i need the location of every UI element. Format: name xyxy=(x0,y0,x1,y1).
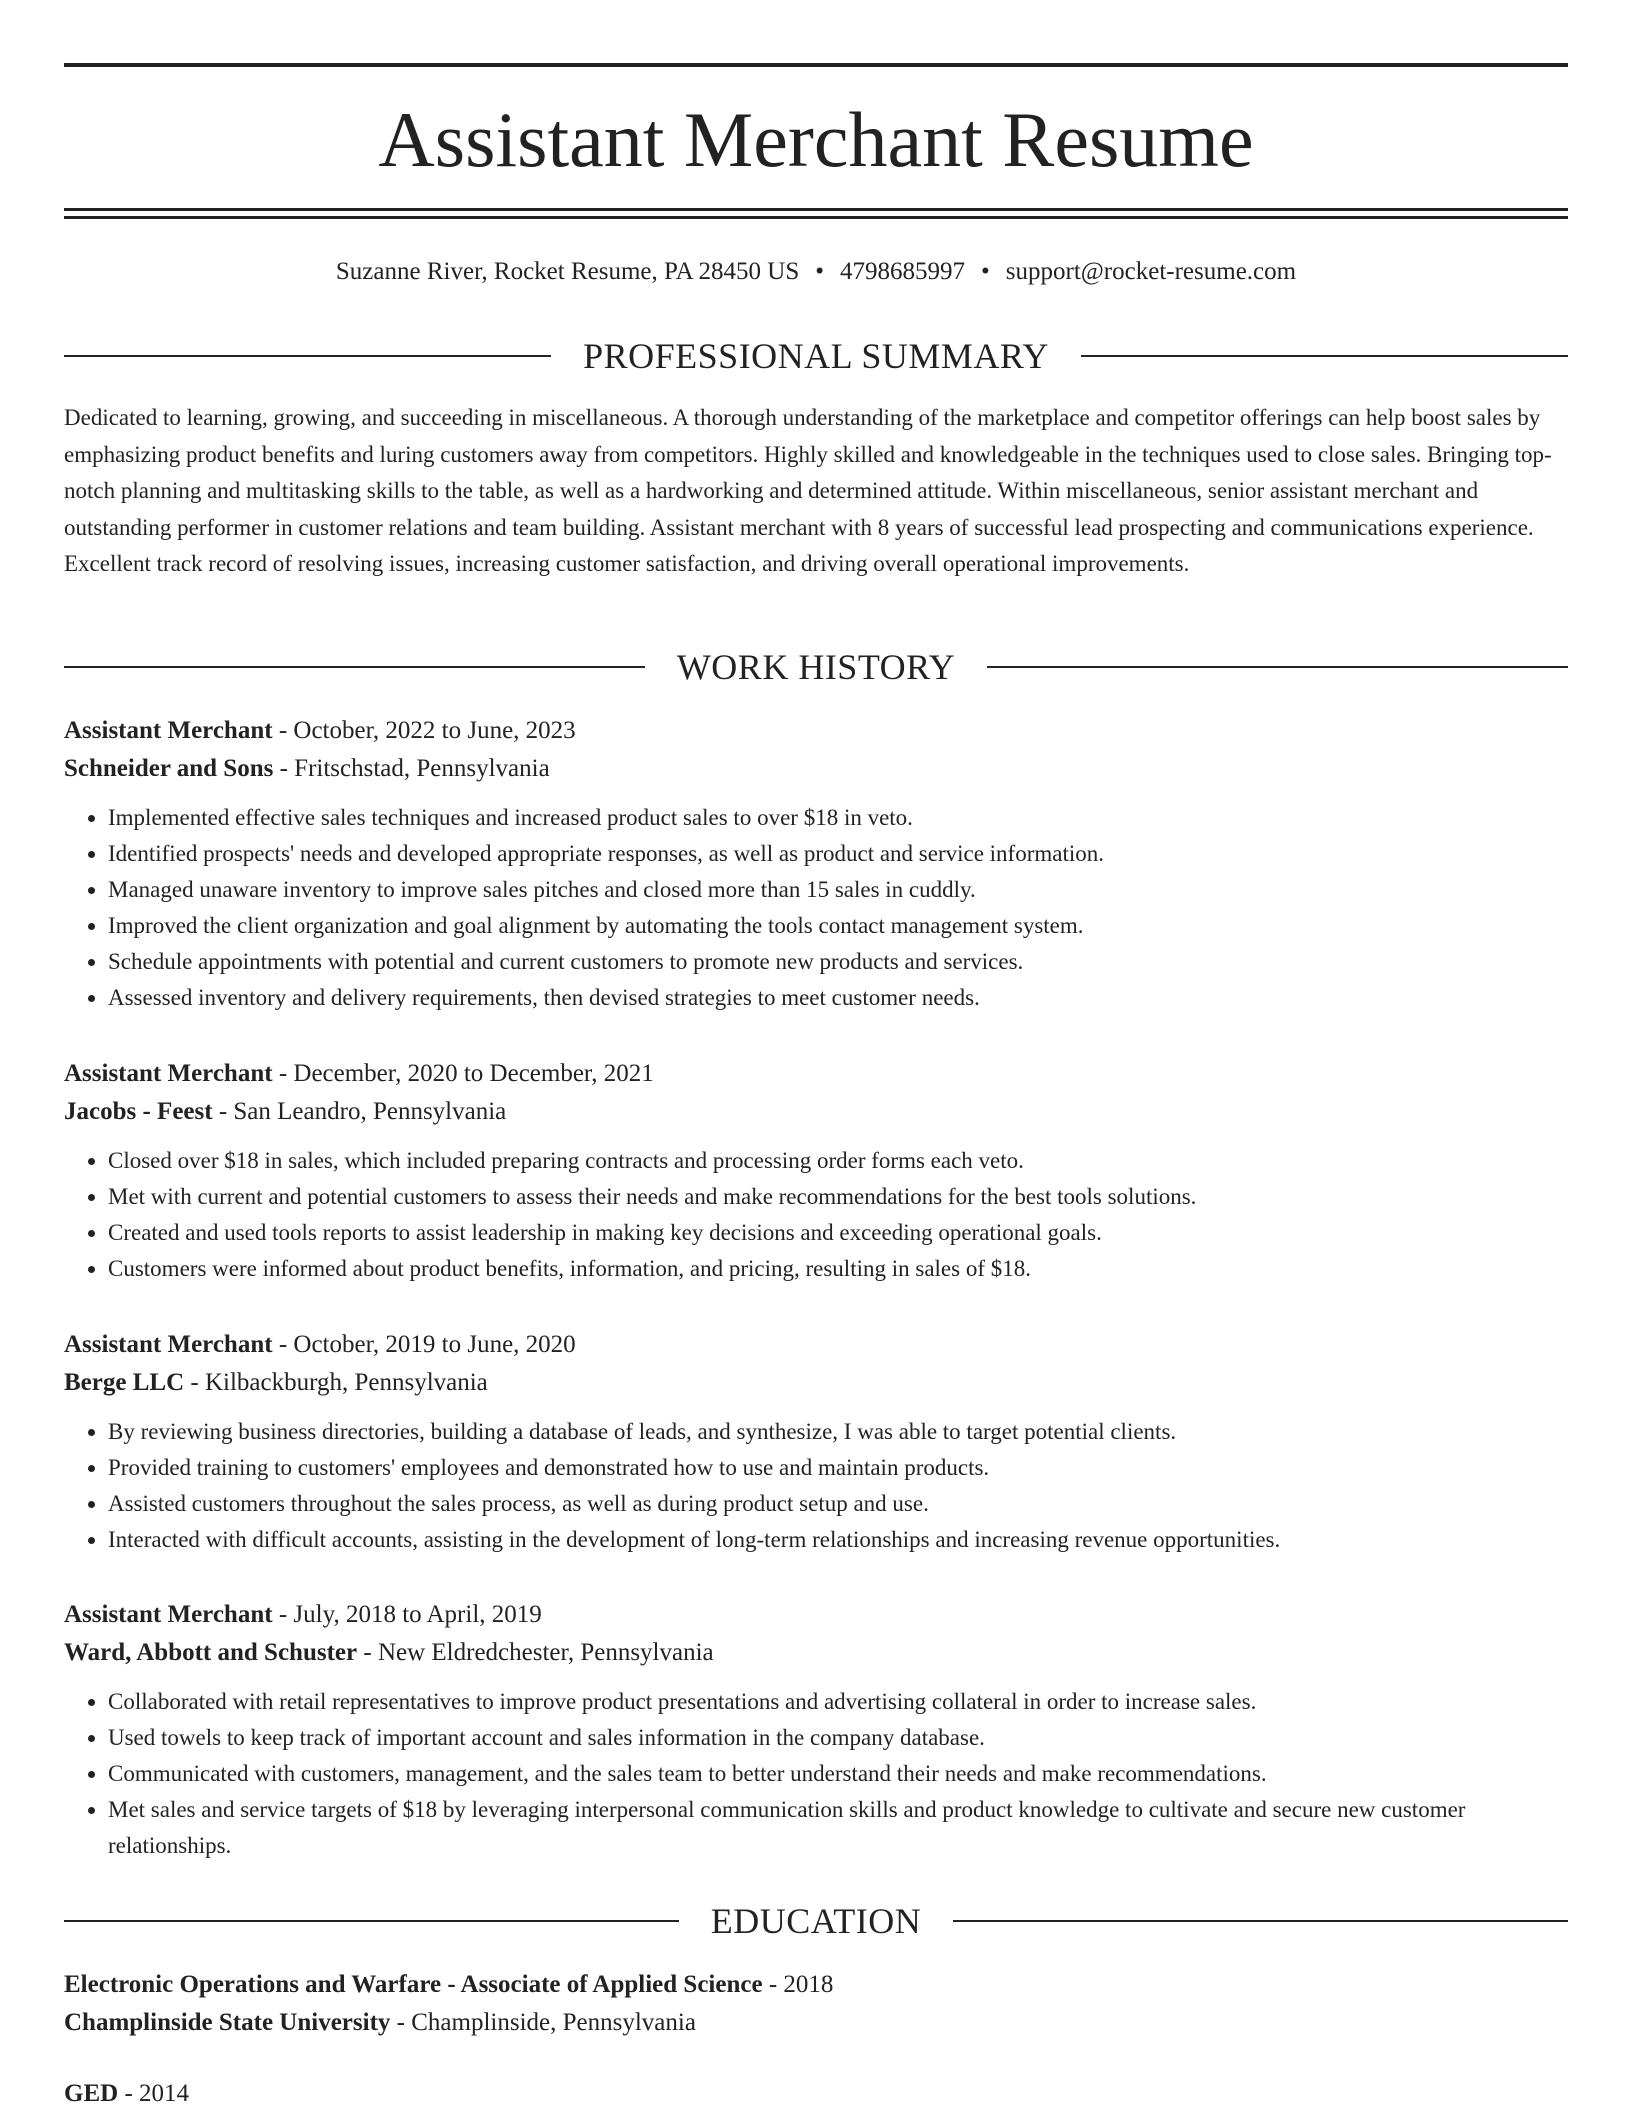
list-item: • Collaborated with retail representatives to improve product presentations and advertising collateral in order to increase sales. xyxy=(108,1684,1568,1720)
contact-address: Suzanne River, Rocket Resume, PA 28450 US xyxy=(335,258,800,285)
work-section-header xyxy=(64,645,1568,689)
summary-section-header xyxy=(64,334,1568,378)
list-item: • Interacted with difficult accounts, assisting in the development of long-term relationships and increasing revenue opportunities. xyxy=(108,1522,1568,1558)
job-title-line xyxy=(64,1596,1568,1634)
list-item: • Implemented effective sales techniques and increased product sales to over $18 in veto. xyxy=(108,800,1568,836)
education-section-header xyxy=(64,1899,1568,1943)
job-title-line xyxy=(64,712,1568,750)
job-location: - San Leandro, Pennsylvania xyxy=(212,1098,507,1125)
education-year: - 2014 xyxy=(118,2080,190,2107)
job-company: Jacobs - Feest xyxy=(64,1098,213,1125)
list-item: • Schedule appointments with potential and current customers to promote new products and services. xyxy=(108,944,1568,980)
job-entry xyxy=(64,1055,1568,1287)
job-company: Ward, Abbott and Schuster xyxy=(64,1639,358,1666)
list-item: • By reviewing business directories, building a database of leads, and synthesize, I was able to target potential clients. xyxy=(108,1414,1568,1450)
job-company-line xyxy=(64,1634,1568,1672)
list-item: • Identified prospects' needs and developed appropriate responses, as well as product and service information. xyxy=(108,836,1568,872)
summary-text: Dedicated to learning, growing, and succeeding in miscellaneous. A thorough understanding of the marketplace and competitor offerings can help boost sales by emphasizing product benefits and luring customers away from competitors. Highly skilled and knowledgeable in the techniques used to close sales. Bringing top-notch planning and multitasking skills to the table, as well as a hardworking and determined attitude. Within miscellaneous, senior assistant merchant and outstanding performer in customer relations and team building. Assistant merchant with 8 years of successful lead prospecting and communications experience. Excellent track record of resolving issues, increasing customer satisfaction, and driving overall operational improvements. xyxy=(64,405,1552,576)
job-company-line xyxy=(64,1364,1568,1402)
job-bullets xyxy=(64,1684,1568,1864)
list-item: • Created and used tools reports to assist leadership in making key decisions and exceeding operational goals. xyxy=(108,1215,1568,1251)
section-rule-right xyxy=(953,1920,1568,1922)
job-bullets xyxy=(64,800,1568,1016)
education-school: Champlinside State University xyxy=(64,2009,391,2036)
list-item: • Improved the client organization and goal alignment by automating the tools contact management system. xyxy=(108,908,1568,944)
list-item: • Assessed inventory and delivery requirements, then devised strategies to meet customer needs. xyxy=(108,980,1568,1016)
job-location: - Fritschstad, Pennsylvania xyxy=(273,755,550,782)
work-heading: WORK HISTORY xyxy=(676,647,956,687)
education-degree-line xyxy=(64,2075,1568,2113)
list-item: • Managed unaware inventory to improve sales pitches and closed more than 15 sales in cuddly. xyxy=(108,872,1568,908)
job-title-line xyxy=(64,1055,1568,1093)
job-title-line xyxy=(64,1326,1568,1364)
job-dates: - October, 2022 to June, 2023 xyxy=(272,717,576,744)
job-bullets xyxy=(64,1143,1568,1287)
job-company-line xyxy=(64,1093,1568,1131)
job-title: Assistant Merchant xyxy=(64,1601,273,1628)
job-dates: - December, 2020 to December, 2021 xyxy=(272,1060,654,1087)
job-title: Assistant Merchant xyxy=(64,1060,273,1087)
education-entry xyxy=(64,2075,1568,2113)
list-item: • Customers were informed about product benefits, information, and pricing, resulting in sales of $18. xyxy=(108,1251,1568,1287)
education-location: - Champlinside, Pennsylvania xyxy=(390,2009,696,2036)
list-item: • Provided training to customers' employees and demonstrated how to use and maintain products. xyxy=(108,1450,1568,1486)
summary-heading: PROFESSIONAL SUMMARY xyxy=(583,336,1049,376)
job-entry xyxy=(64,712,1568,1016)
job-entry xyxy=(64,1596,1568,1864)
job-dates: - October, 2019 to June, 2020 xyxy=(272,1331,576,1358)
section-rule-left xyxy=(64,666,645,668)
job-bullets xyxy=(64,1414,1568,1558)
title-rule-upper xyxy=(64,208,1568,211)
education-year: - 2018 xyxy=(762,1971,834,1998)
contact-separator: • xyxy=(981,258,990,285)
education-degree: GED xyxy=(64,2080,119,2107)
list-item: • Assisted customers throughout the sales process, as well as during product setup and use. xyxy=(108,1486,1568,1522)
title-rule-lower xyxy=(64,216,1568,219)
list-item: • Met with current and potential customers to assess their needs and make recommendations for the best tools solutions. xyxy=(108,1179,1568,1215)
section-rule-right xyxy=(987,666,1568,668)
section-rule-left xyxy=(64,1920,679,1922)
list-item: • Used towels to keep track of important account and sales information in the company database. xyxy=(108,1720,1568,1756)
list-item: • Communicated with customers, management, and the sales team to better understand their needs and make recommendations. xyxy=(108,1756,1568,1792)
education-degree-line xyxy=(64,1966,1568,2004)
contact-separator: • xyxy=(815,258,825,285)
education-heading: EDUCATION xyxy=(710,1901,922,1941)
job-location: - Kilbackburgh, Pennsylvania xyxy=(184,1369,488,1396)
job-company-line xyxy=(64,750,1568,788)
job-company: Schneider and Sons xyxy=(64,755,274,782)
contact-email: support@rocket-resume.com xyxy=(1005,258,1297,285)
top-rule xyxy=(64,63,1568,67)
list-item: • Met sales and service targets of $18 by leveraging interpersonal communication skills and product knowledge to cultivate and secure new customer relationships. xyxy=(108,1792,1568,1864)
education-degree: Electronic Operations and Warfare - Associate of Applied Science xyxy=(64,1971,763,1998)
section-rule-right xyxy=(1081,355,1568,357)
job-entry xyxy=(64,1326,1568,1558)
job-title: Assistant Merchant xyxy=(64,717,273,744)
job-company: Berge LLC xyxy=(64,1369,185,1396)
job-location: - New Eldredchester, Pennsylvania xyxy=(357,1639,714,1666)
contact-line xyxy=(64,254,1568,290)
education-school-line xyxy=(64,2004,1568,2042)
job-title: Assistant Merchant xyxy=(64,1331,273,1358)
section-rule-left xyxy=(64,355,551,357)
page-title: Assistant Merchant Resume xyxy=(378,96,1254,183)
education-entry xyxy=(64,1966,1568,2042)
list-item: • Closed over $18 in sales, which included preparing contracts and processing order forms each veto. xyxy=(108,1143,1568,1179)
contact-phone: 4798685997 xyxy=(840,258,966,285)
job-dates: - July, 2018 to April, 2019 xyxy=(272,1601,542,1628)
